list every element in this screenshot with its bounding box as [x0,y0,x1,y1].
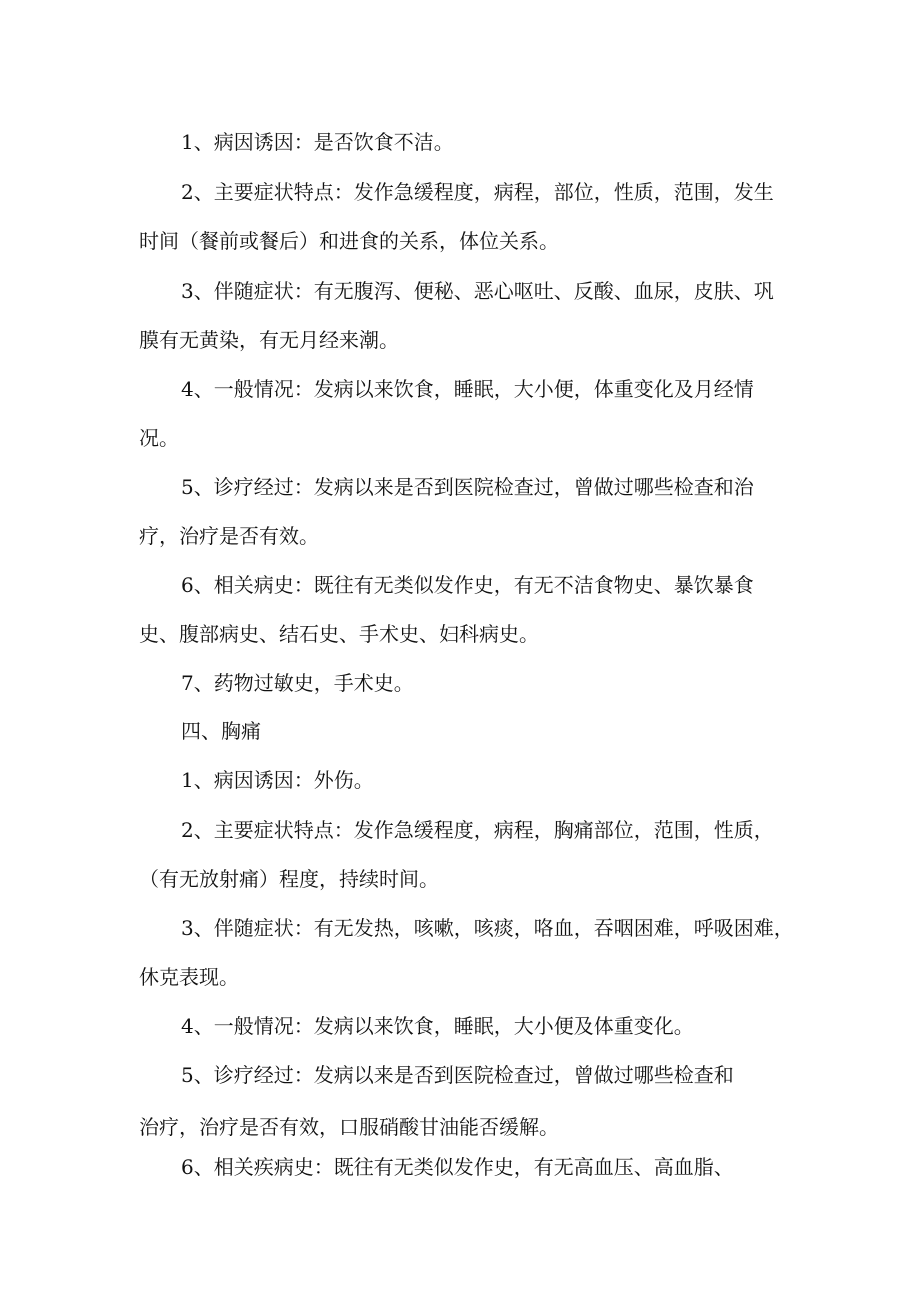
text-line: 疗，治疗是否有效。 [139,524,319,548]
text-line: 3、伴随症状：有无腹泻、便秘、恶心呕吐、反酸、血尿，皮肤、巩 [181,279,774,303]
text-line: 7、药物过敏史，手术史。 [181,671,414,695]
text-line: 4、一般情况：发病以来饮食，睡眠，大小便，体重变化及月经情 [181,377,754,401]
text-line: 时间（餐前或餐后）和进食的关系，体位关系。 [139,229,559,253]
text-line: 2、主要症状特点：发作急缓程度，病程，部位，性质，范围，发生 [181,180,774,204]
text-line: 6、相关病史：既往有无类似发作史，有无不洁食物史、暴饮暴食 [181,573,754,597]
text-line: 1、病因诱因：外伤。 [181,768,374,792]
text-line: 况。 [139,426,179,450]
text-line: 4、一般情况：发病以来饮食，睡眠，大小便及体重变化。 [181,1014,694,1038]
text-line: 膜有无黄染，有无月经来潮。 [139,328,399,352]
text-line: 6、相关疾病史：既往有无类似发作史，有无高血压、高血脂、 [181,1155,734,1179]
text-line: 5、诊疗经过：发病以来是否到医院检查过，曾做过哪些检查和治 [181,475,754,499]
text-line: 史、腹部病史、结石史、手术史、妇科病史。 [139,622,539,646]
text-line: （有无放射痛）程度，持续时间。 [139,867,439,891]
section-heading: 四、胸痛 [181,719,261,743]
text-line: 治疗，治疗是否有效，口服硝酸甘油能否缓解。 [139,1115,559,1139]
text-line: 2、主要症状特点：发作急缓程度，病程，胸痛部位，范围，性质， [181,818,774,842]
text-line: 5、诊疗经过：发病以来是否到医院检查过，曾做过哪些检查和 [181,1063,734,1087]
text-line: 休克表现。 [139,965,239,989]
text-line: 1、病因诱因：是否饮食不洁。 [181,130,454,154]
text-line: 3、伴随症状：有无发热，咳嗽，咳痰，咯血，吞咽困难，呼吸困难， [181,916,794,940]
